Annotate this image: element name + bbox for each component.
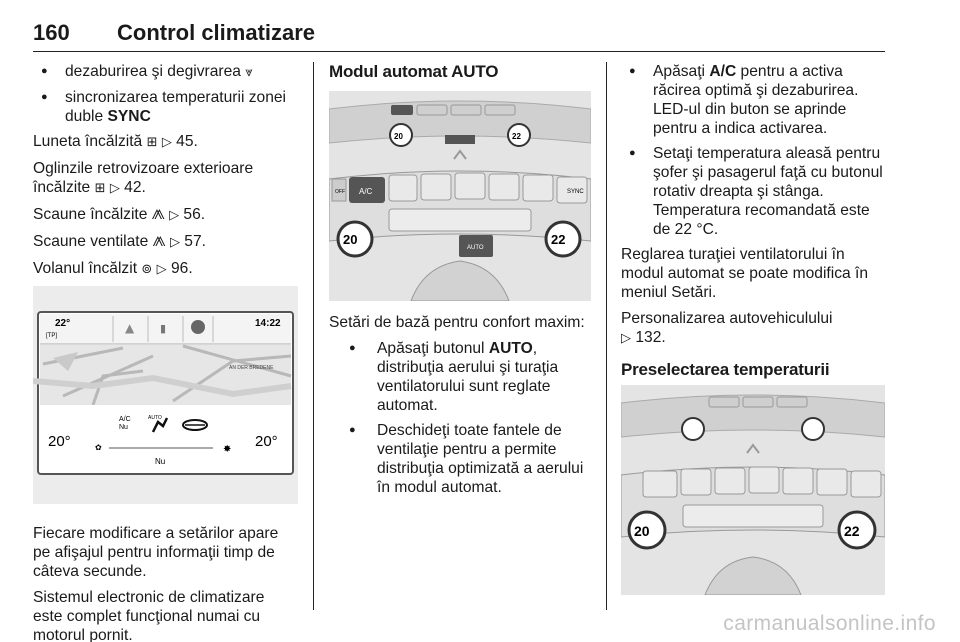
paragraph: Sistemul electronic de climatizare este complet funcţional numai cu motorul pornit. xyxy=(33,589,265,642)
page-ref-link[interactable]: 45. xyxy=(176,133,198,150)
climate-icon xyxy=(191,320,205,334)
page-ref-link[interactable]: 57. xyxy=(184,233,206,250)
temperature-panel-figure xyxy=(621,385,885,595)
page-header xyxy=(33,14,885,52)
ref-line: Luneta încălzită ⊞ ▷ 45. xyxy=(33,133,198,150)
bold-term: AUTO xyxy=(488,340,533,357)
bold-term: SYNC xyxy=(107,108,151,125)
page-ref-icon: ▷ xyxy=(621,331,631,346)
page-title: Control climatizare xyxy=(117,20,316,45)
svg-text:SYNC: SYNC xyxy=(567,189,584,195)
column-2 xyxy=(329,62,594,503)
fan-icon: ✿ xyxy=(95,443,102,452)
ventilated-seat-icon: ⨇ xyxy=(152,235,166,250)
svg-text:22: 22 xyxy=(844,523,860,539)
left-temp: 20° xyxy=(48,433,71,450)
phone-icon: ▮ xyxy=(160,322,167,335)
page-ref-link[interactable]: 42. xyxy=(124,179,146,196)
auto-label: AUTO xyxy=(148,415,162,421)
ref-line: Scaune încălzite ⨇ ▷ 56. xyxy=(33,206,206,223)
navigation-icon: ▲ xyxy=(125,321,135,335)
climate-panel-illustration xyxy=(329,91,591,301)
heated-steering-wheel-icon: ⊚ xyxy=(141,262,153,277)
tp-label: [TP] xyxy=(46,333,58,339)
svg-text:A/C: A/C xyxy=(359,187,373,196)
bold-term: A/C xyxy=(709,63,737,80)
svg-text:22: 22 xyxy=(551,232,566,247)
outside-temp: 22° xyxy=(55,318,71,329)
page-ref-icon: ▷ xyxy=(169,208,180,223)
list-item xyxy=(33,88,298,126)
list-item: ● Deschideţi toate fantele de ventilaţie pentru a permite distribuţia optimizată a aerului în modul automat. xyxy=(329,421,594,497)
windscreen-defrost-icon: ⩔ xyxy=(245,65,253,80)
page-ref-icon: ▷ xyxy=(169,235,180,250)
page-number: 160 xyxy=(33,20,70,45)
list-item: ● Setaţi temperatura aleasă pentru şofer şi pasagerul faţă cu butonul rotativ dreapta şi stânga. Temperatura recomandată este de 22 °C. xyxy=(621,144,889,239)
ac-value: Nu xyxy=(119,424,128,431)
list-item: ● Apăsaţi butonul AUTO, distribuţia aerului şi turaţia ventilatorului sunt reglate automat. xyxy=(329,339,594,415)
paragraph: Reglarea turaţiei ventilatorului în modul automat se poate modifica în meniul Setări. xyxy=(621,246,869,301)
page-ref-icon: ▷ xyxy=(161,135,172,150)
ref-line: Volanul încălzit ⊚ ▷ 96. xyxy=(33,260,193,277)
ref-line: Personalizarea autovehiculului ▷ 132. xyxy=(621,310,833,346)
svg-text:20: 20 xyxy=(634,523,650,539)
temperature-panel-illustration xyxy=(621,385,885,595)
svg-text:20: 20 xyxy=(343,232,358,247)
column-1 xyxy=(33,62,298,642)
watermark: carmanualsonline.info xyxy=(723,612,936,635)
page-ref-icon: ▷ xyxy=(109,181,120,196)
column-divider xyxy=(313,62,314,610)
paragraph: Fiecare modificare a setărilor apare pe afişajul pentru informaţii timp de câteva secunde. xyxy=(33,525,279,580)
page-ref-link[interactable]: 132. xyxy=(635,329,666,346)
paragraph: Setări de bază pentru confort maxim: xyxy=(329,314,585,331)
clock: 14:22 xyxy=(255,318,281,329)
list-item xyxy=(33,62,298,82)
ac-label: A/C xyxy=(119,416,131,423)
list-item: ● Apăsaţi A/C pentru a activa răcirea optimă şi dezaburirea. LED-ul din buton se aprinde pentru a indica activarea. xyxy=(621,62,889,138)
road-name: AN DER BREDENE xyxy=(229,365,274,371)
page-ref-icon: ▷ xyxy=(156,262,167,277)
column-3 xyxy=(621,62,889,595)
fan-max-icon: ✸ xyxy=(223,444,232,455)
heated-seat-icon: ⨇ xyxy=(151,208,165,223)
page-ref-link[interactable]: 56. xyxy=(183,206,206,223)
svg-text:AUTO: AUTO xyxy=(467,245,484,251)
svg-text:OFF: OFF xyxy=(335,189,345,195)
ref-line: Oglinzile retrovizoare exterioare încălzite ⊞ ▷ 42. xyxy=(33,160,254,196)
bullet-text: sincronizarea temperaturii zonei duble xyxy=(65,89,287,125)
section-heading: Preselectarea temperaturii xyxy=(621,360,830,379)
climate-display-figure xyxy=(33,286,298,504)
right-temp: 20° xyxy=(255,433,278,450)
climate-display-illustration xyxy=(33,286,298,504)
ref-line: Scaune ventilate ⨇ ▷ 57. xyxy=(33,233,206,250)
mirror-heat-icon: ⊞ xyxy=(94,181,106,196)
svg-text:22: 22 xyxy=(512,132,521,141)
section-heading: Modul automat AUTO xyxy=(329,62,499,81)
svg-text:20: 20 xyxy=(394,132,403,141)
fan-value: Nu xyxy=(155,457,166,466)
rear-defrost-icon: ⊞ xyxy=(146,135,158,150)
page-ref-link[interactable]: 96. xyxy=(170,260,193,277)
climate-panel-figure xyxy=(329,91,591,301)
column-divider xyxy=(606,62,607,610)
bullet-text: dezaburirea şi degivrarea xyxy=(65,63,241,80)
